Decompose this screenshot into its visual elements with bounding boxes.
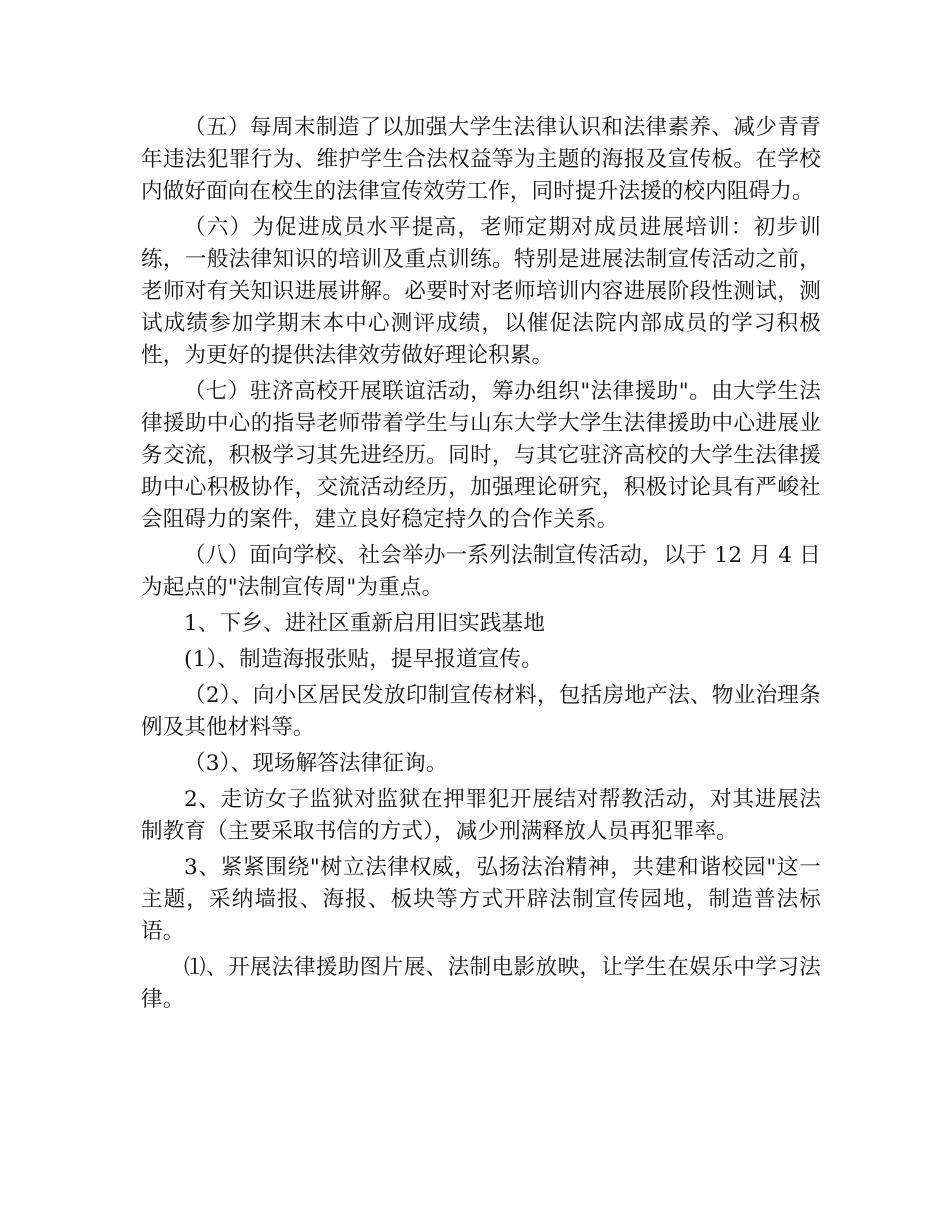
paragraph-7: （七）驻济高校开展联谊活动，筹办组织"法律援助"。由大学生法律援助中心的指导老师带着学生与山东大学大学生法律援助中心进展业务交流，积极学习其先进经历。同时，与其它驻济高校的大学生法律援助中心积极协作，交流活动经历，加强理论研究，积极讨论具有严峻社会阻碍力的案件，建立良好稳定持久的合作关系。 xyxy=(141,379,821,532)
list-item-1-1: (1）、制造海报张贴，提早报道宣传。 xyxy=(184,647,543,672)
list-item-1: 1、下乡、进社区重新启用旧实践基地 xyxy=(184,611,546,636)
document-page xyxy=(141,112,821,1020)
paragraph-5: （五）每周末制造了以加强大学生法律认识和法律素养、减少青青年违法犯罪行为、维护学生合法权益等为主题的海报及宣传板。在学校内做好面向在校生的法律宣传效劳工作，同时提升法援的校内阻碍力。 xyxy=(141,115,821,204)
paragraph-8: （八）面向学校、社会举办一系列法制宣传活动，以于 12 月 4 日为起点的"法制宣传周"为重点。 xyxy=(141,543,821,600)
list-item-2: 2、走访女子监狱对监狱在押罪犯开展结对帮教活动，对其进展法制教育（主要采取书信的方式），减少刑满释放人员再犯罪率。 xyxy=(141,787,821,844)
list-item-3-1: ⑴、开展法律援助图片展、法制电影放映，让学生在娱乐中学习法律。 xyxy=(141,955,821,1012)
paragraph-6: （六）为促进成员水平提高，老师定期对成员进展培训：初步训练，一般法律知识的培训及重点训练。特别是进展法制宣传活动之前，老师对有关知识进展讲解。必要时对老师培训内容进展阶段性测试，测试成绩参加学期末本中心测评成绩，以催促法院内部成员的学习积极性，为更好的提供法律效劳做好理论积累。 xyxy=(141,215,821,368)
list-item-1-2: （2）、向小区居民发放印制宣传材料，包括房地产法、物业治理条例及其他材料等。 xyxy=(141,683,821,740)
list-item-3: 3、紧紧围绕"树立法律权威，弘扬法治精神，共建和谐校园"这一主题，采纳墙报、海报、板块等方式开辟法制宣传园地，制造普法标语。 xyxy=(141,855,821,944)
list-item-1-3: （3）、现场解答法律征询。 xyxy=(184,751,448,776)
